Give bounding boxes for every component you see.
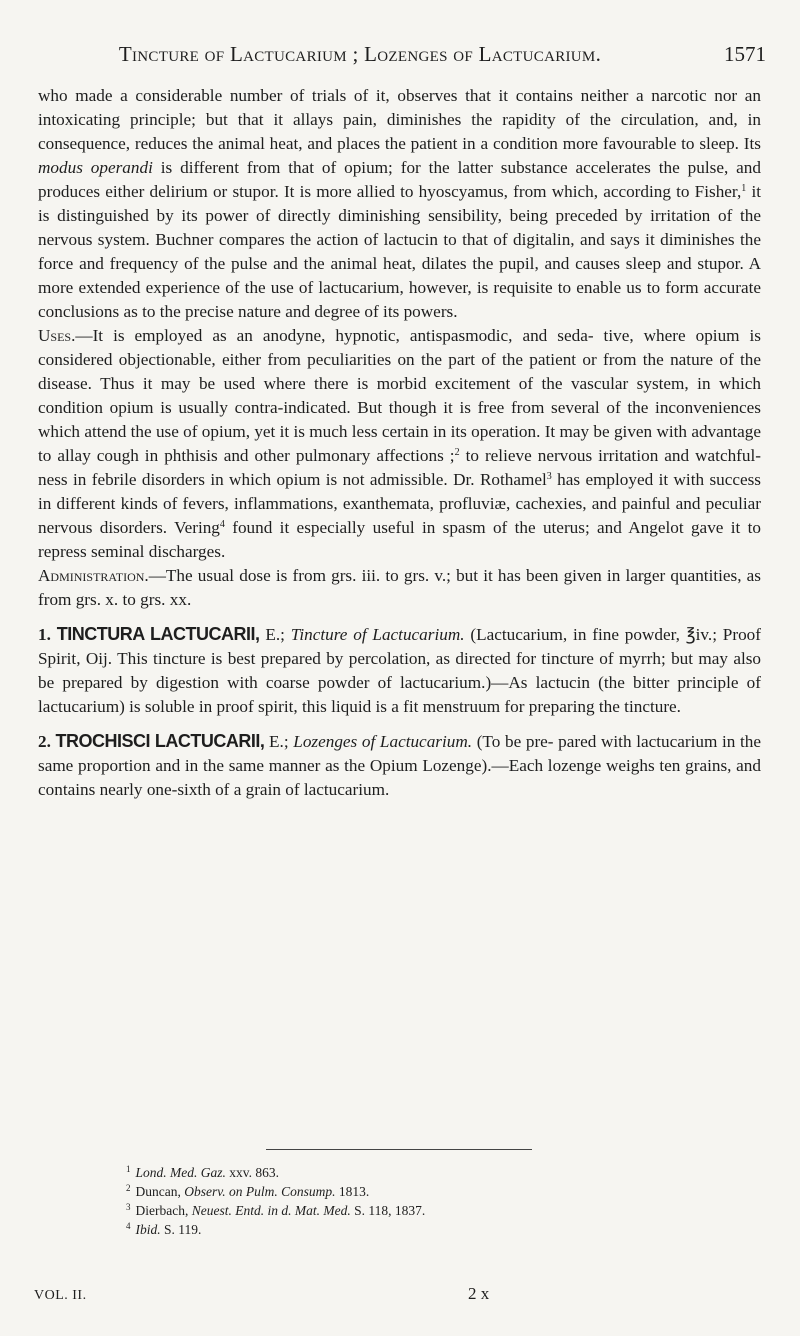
running-header	[34, 42, 766, 72]
footnote-ref-3[interactable]: 3	[546, 471, 552, 482]
running-title: Tincture of Lactucarium ; Lozenges of Lactucarium.	[118, 42, 602, 66]
page-number: 1571	[724, 42, 766, 66]
footnote-ref-1[interactable]: 1	[741, 183, 747, 194]
footnote-ref-4[interactable]: 4	[219, 519, 225, 530]
footnote-3: $^3$ Dierbach, Neuest. Entd. in d. Mat. Med. S. 118, 1837.	[126, 1202, 426, 1218]
footnote-divider	[266, 1149, 532, 1150]
footnote-ref-2[interactable]: 2	[454, 447, 460, 458]
entry-english-name: Tincture of Lactucarium.	[290, 625, 465, 644]
footnote-4: $^4$ Ibid. S. 119.	[126, 1221, 202, 1237]
volume-label: VOL. II.	[34, 1288, 87, 1303]
entry-number: 1.	[38, 625, 51, 644]
italic-phrase: modus operandi	[38, 158, 153, 177]
signature-mark: 2 x	[468, 1284, 490, 1303]
footnote-2: $^2$ Duncan, Observ. on Pulm. Consump. 1813.	[126, 1183, 370, 1199]
footnote-1: $^1$ Lond. Med. Gaz. xxv. 863.	[126, 1164, 279, 1180]
footnotes	[126, 1163, 686, 1239]
main-text	[38, 84, 761, 802]
entry-number: 2.	[38, 732, 51, 751]
paragraph-administration: Administration.—The usual dose is from grs. iii. to grs. v.; but it has been given in larger quantities, as from grs. x. to grs. xx.	[38, 566, 761, 609]
entry-heading: TROCHISCI LACTUCARII,	[55, 731, 265, 751]
section-label-uses: Uses.	[38, 326, 76, 345]
entry-trochisci: 2. TROCHISCI LACTUCARII, E.; Lozenges of Lactucarium. (To be pre- pared with lactucarium in the same proportion and in the same manner as the Opium Lozenge).—Each lozenge weighs ten grains, and contains nearly one-sixth of a grain of lactucarium.	[38, 731, 761, 799]
section-label-administration: Administration.	[38, 566, 149, 585]
entry-english-name: Lozenges of Lactucarium.	[293, 732, 473, 751]
paragraph-effects: who made a considerable number of trials of it, observes that it contains neither a narcotic nor an intoxicating principle; but that it allays pain, diminishes the rapidity of the circulation, and, in consequence, reduces the animal heat, and places the patient in a condition more favourable to sleep. Its modus operandi is different from that of opium; for the latter substance accelerates the pulse, and produces either delirium or stupor. It is more allied to hyoscyamus, from which, according to Fisher,$^1$ it is distinguished by its power of directly diminishing sensibility, being preceded by irritation of the nervous system. Buchner compares the action of lactucin to that of digitalin, and says it diminishes the force and frequency of the pulse and the animal heat, dilates the pupil, and causes sleep and stupor. A more extended experience of the use of lactucarium, however, is requisite to enable us to form accurate conclusions as to the precise nature and degree of its powers.	[38, 86, 761, 321]
entry-tinctura: 1. TINCTURA LACTUCARII, E.; Tincture of Lactucarium. (Lactucarium, in fine powder, ℥iv.; Proof Spirit, Oij. This tincture is best prepared by percolation, as directed for tincture of myrrh; but may also be prepared by digestion with coarse powder of lactucarium.)—As lactucin (the bitter principle of lactucarium) is soluble in proof spirit, this liquid is a fit menstruum for preparing the tincture.	[38, 624, 761, 716]
page-footer	[34, 1284, 766, 1308]
paragraph-uses: Uses.—It is employed as an anodyne, hypnotic, antispasmodic, and seda- tive, where opium is considered objectionable, either from peculiarities on the part of the patient or from the nature of the disease. Thus it may be used where there is morbid excitement of the vascular system, in which condition opium is usually contra-indicated. But though it is free from several of the inconveniences which attend the use of opium, yet it is much less certain in its operation. It may be given with advantage to allay cough in phthisis and other pulmonary affections ;$^2$ to relieve nervous irritation and watchful- ness in febrile disorders in which opium is not admissible. Dr. Rothamel$^3$ has employed it with success in different kinds of fevers, inflammations, exanthemata, profluviæ, cachexies, and painful and peculiar nervous disorders. Vering$^4$ found it especially useful in spasm of the uterus; and Angelot gave it to repress seminal discharges.	[38, 326, 762, 561]
entry-heading: TINCTURA LACTUCARII,	[56, 624, 260, 644]
